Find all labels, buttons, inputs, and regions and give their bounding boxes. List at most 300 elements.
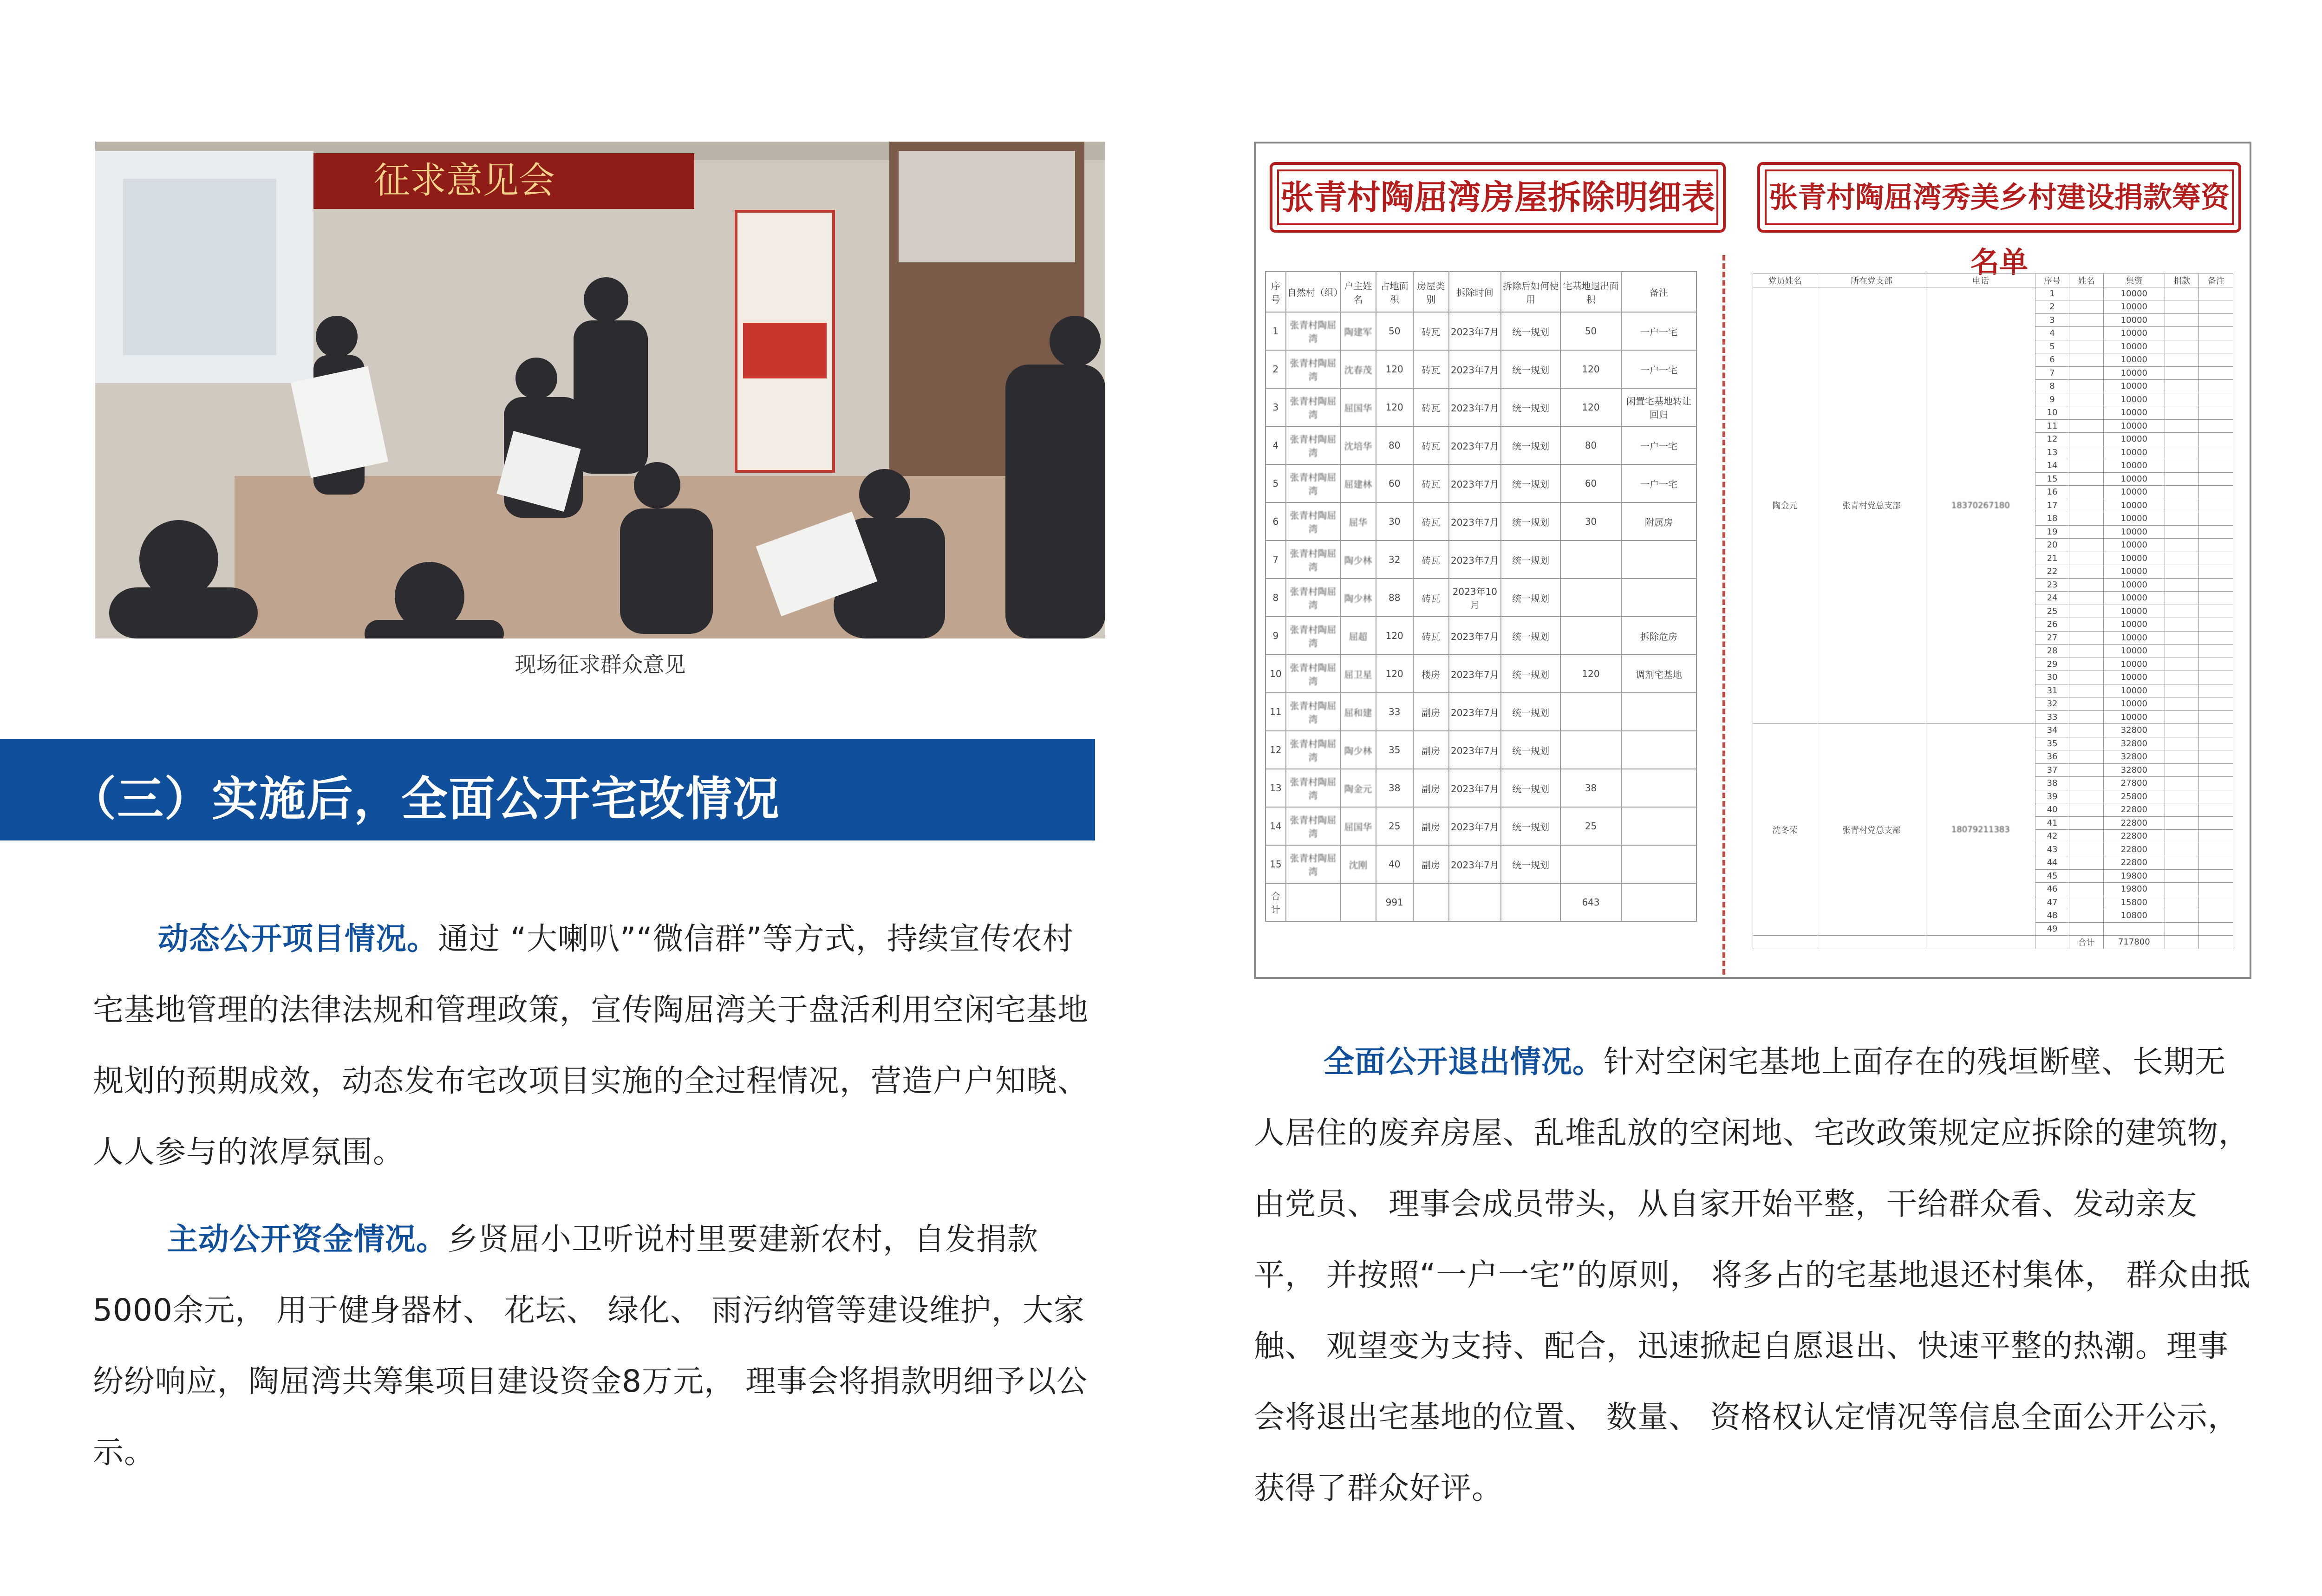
table-cell: 10000	[2103, 671, 2165, 684]
table-row	[1265, 693, 1696, 731]
table-cell	[2199, 816, 2233, 830]
table-cell: 11	[1265, 693, 1286, 731]
table-header-cell: 捐款	[2165, 274, 2199, 287]
table-cell	[2069, 658, 2104, 671]
table-cell	[2199, 446, 2233, 459]
table-cell: 9	[1265, 617, 1286, 655]
table-cell: 屈超	[1340, 617, 1376, 655]
table-cell	[2069, 419, 2104, 433]
table-cell: 21	[2035, 552, 2069, 565]
table-cell: 45	[2035, 869, 2069, 883]
table-cell	[2165, 287, 2199, 300]
table-cell: 调剂宅基地	[1621, 655, 1696, 693]
table-cell: 36	[2035, 750, 2069, 764]
table-cell	[1926, 936, 2035, 949]
table-cell: 10	[2035, 406, 2069, 420]
table-cell: 10000	[2103, 631, 2165, 645]
table-cell	[2199, 697, 2233, 711]
table-cell: 10000	[2103, 472, 2165, 486]
table-cell: 88	[1376, 579, 1413, 617]
table-cell: 10000	[2103, 406, 2165, 420]
table-cell	[2165, 327, 2199, 340]
table-cell	[2069, 313, 2104, 327]
table-cell	[2069, 763, 2104, 777]
table-cell	[2069, 459, 2104, 473]
table-cell: 砖瓦	[1413, 388, 1449, 426]
table-cell: 副房	[1413, 693, 1449, 731]
table-cell: 32800	[2103, 763, 2165, 777]
table-cell: 张青村陶屈湾	[1286, 464, 1340, 502]
table-cell: 30	[1376, 502, 1413, 541]
table-cell: 19800	[2103, 869, 2165, 883]
table-cell: 22800	[2103, 816, 2165, 830]
table-cell: 2023年7月	[1449, 655, 1501, 693]
table-cell	[2165, 512, 2199, 526]
table-cell: 2023年7月	[1449, 350, 1501, 388]
table-cell	[2199, 353, 2233, 367]
table-cell	[2069, 552, 2104, 565]
table-cell: 10000	[2103, 340, 2165, 353]
table-cell	[2165, 896, 2199, 909]
table-cell	[2165, 843, 2199, 856]
table-cell	[2035, 936, 2069, 949]
table-cell: 沈培华	[1340, 426, 1376, 464]
table-cell	[2103, 922, 2165, 936]
table-total-row	[1753, 936, 2233, 949]
table-cell: 9	[2035, 393, 2069, 406]
table-cell	[2165, 830, 2199, 843]
table-row	[1265, 312, 1696, 350]
table-cell: 44	[2035, 856, 2069, 870]
table-cell: 张青村党总支部	[1817, 287, 1926, 724]
table-cell: 120	[1376, 350, 1413, 388]
paragraph-project-disclosure	[93, 903, 1091, 1187]
table-cell	[2069, 433, 2104, 446]
table-cell: 34	[2035, 724, 2069, 737]
table-cell: 18370267180	[1926, 287, 2035, 724]
table-cell	[2069, 869, 2104, 883]
table-cell	[2165, 684, 2199, 697]
table-cell	[2165, 803, 2199, 817]
table-cell: 2023年7月	[1449, 502, 1501, 541]
table-header-cell: 序号	[2035, 274, 2069, 287]
table-cell	[2199, 366, 2233, 380]
table-cell: 2	[1265, 350, 1286, 388]
table-cell: 沈冬荣	[1753, 724, 1817, 936]
table-cell: 12	[2035, 433, 2069, 446]
table-cell: 张青村陶屈湾	[1286, 388, 1340, 426]
table-cell: 统一规划	[1501, 350, 1560, 388]
table-cell	[2069, 922, 2104, 936]
table-cell	[2165, 724, 2199, 737]
table-cell	[2199, 512, 2233, 526]
table-cell: 附属房	[1621, 502, 1696, 541]
table-cell	[2199, 710, 2233, 724]
table-cell	[1621, 769, 1696, 807]
table-cell: 统一规划	[1501, 845, 1560, 883]
table-cell: 10000	[2103, 380, 2165, 393]
table-cell: 10000	[2103, 313, 2165, 327]
table-cell: 10000	[2103, 446, 2165, 459]
table-cell: 15800	[2103, 896, 2165, 909]
table-row	[1265, 769, 1696, 807]
table-cell: 10000	[2103, 710, 2165, 724]
table-cell: 统一规划	[1501, 655, 1560, 693]
table-header-cell: 序号	[1265, 272, 1286, 312]
table-cell	[2199, 287, 2233, 300]
table-header-cell: 占地面积	[1376, 272, 1413, 312]
table-cell: 2023年7月	[1449, 693, 1501, 731]
table-cell: 19800	[2103, 883, 2165, 896]
table-cell	[2199, 419, 2233, 433]
table-cell: 一户一宅	[1621, 464, 1696, 502]
table-cell: 22800	[2103, 830, 2165, 843]
table-cell: 50	[1560, 312, 1621, 350]
table-cell	[2069, 486, 2104, 499]
table-cell	[2165, 539, 2199, 552]
table-cell	[2069, 499, 2104, 512]
table-cell	[2069, 803, 2104, 817]
table-cell: 10000	[2103, 658, 2165, 671]
table-cell: 张青村陶屈湾	[1286, 312, 1340, 350]
table-cell	[2165, 816, 2199, 830]
table-cell: 副房	[1413, 731, 1449, 769]
demolition-table-title: 张青村陶屈湾房屋拆除明细表	[1270, 162, 1726, 233]
table-header-row	[1265, 272, 1696, 312]
table-cell: 4	[1265, 426, 1286, 464]
table-cell: 10	[1265, 655, 1286, 693]
table-header-row	[1753, 274, 2233, 287]
table-cell: 10000	[2103, 645, 2165, 658]
table-cell	[2165, 671, 2199, 684]
table-cell: 10000	[2103, 552, 2165, 565]
table-cell	[2199, 645, 2233, 658]
table-cell: 11	[2035, 419, 2069, 433]
table-cell	[1817, 936, 1926, 949]
paragraph-body: 针对空闲宅基地上面存在的残垣断壁、长期无人居住的废弃房屋、乱堆乱放的空闲地、宅改政策规定应拆除的建筑物， 由党员、 理事会成员带头，从自家开始平整，干给群众看、发动亲友平， 并按照“一户一宅”的原则， 将多占的宅基地退还村集体， 群众由抵触、 观望变为支持、配合，迅速掀起自愿退出、快速平整的热潮。理事会将退出宅基地的位置、 数量、 资格权认定情况等信息全面公开公示，获得了群众好评。	[1254, 1044, 2251, 1506]
table-cell	[2069, 697, 2104, 711]
table-row	[1265, 388, 1696, 426]
table-cell: 统一规划	[1501, 312, 1560, 350]
table-cell	[2165, 406, 2199, 420]
table-cell: 22	[2035, 565, 2069, 579]
table-cell: 22800	[2103, 803, 2165, 817]
table-row	[1265, 502, 1696, 541]
table-cell: 砖瓦	[1413, 617, 1449, 655]
table-cell: 2023年7月	[1449, 731, 1501, 769]
table-cell	[2165, 790, 2199, 803]
table-cell	[2069, 618, 2104, 632]
table-cell: 7	[1265, 541, 1286, 579]
table-cell: 35	[1376, 731, 1413, 769]
paragraph-fund-disclosure	[93, 1204, 1091, 1488]
table-cell: 10000	[2103, 366, 2165, 380]
table-cell	[2165, 552, 2199, 565]
table-cell	[2199, 539, 2233, 552]
table-cell	[2165, 710, 2199, 724]
table-cell	[1560, 693, 1621, 731]
paragraph-body: 通过 “大喇叭”“微信群”等方式，持续宣传农村宅基地管理的法律法规和管理政策，宣传陶屈湾关于盘活利用空闲宅基地规划的预期成效，动态发布宅改项目实施的全过程情况，营造户户知晓、人人参与的浓厚氛围。	[93, 921, 1089, 1170]
table-cell: 60	[1376, 464, 1413, 502]
donation-table	[1753, 274, 2233, 949]
table-cell: 10000	[2103, 393, 2165, 406]
table-cell	[1621, 541, 1696, 579]
donation-table-title: 张青村陶屈湾秀美乡村建设捐款筹资名单	[1757, 162, 2241, 233]
table-cell: 32	[2035, 697, 2069, 711]
table-cell: 43	[2035, 843, 2069, 856]
table-row	[1265, 541, 1696, 579]
table-cell: 统一规划	[1501, 617, 1560, 655]
table-cell: 10000	[2103, 353, 2165, 367]
table-cell	[2199, 472, 2233, 486]
dashed-divider	[1722, 255, 1725, 975]
table-cell: 25	[1376, 807, 1413, 845]
table-cell	[2165, 658, 2199, 671]
table-cell: 拆除危房	[1621, 617, 1696, 655]
table-cell	[2069, 671, 2104, 684]
table-cell: 38	[1376, 769, 1413, 807]
table-cell	[2069, 578, 2104, 592]
table-cell: 2023年7月	[1449, 464, 1501, 502]
paragraph-lead: 主动公开资金情况。	[167, 1221, 447, 1257]
table-cell: 37	[2035, 763, 2069, 777]
table-cell: 2023年7月	[1449, 807, 1501, 845]
table-cell	[2165, 592, 2199, 605]
table-cell: 27	[2035, 631, 2069, 645]
table-cell: 张青村党总支部	[1817, 724, 1926, 936]
table-cell	[2165, 750, 2199, 764]
table-cell: 统一规划	[1501, 464, 1560, 502]
table-cell: 砖瓦	[1413, 502, 1449, 541]
table-cell: 10000	[2103, 287, 2165, 300]
table-cell: 砖瓦	[1413, 464, 1449, 502]
table-cell	[2199, 856, 2233, 870]
table-cell: 10000	[2103, 697, 2165, 711]
table-cell	[2069, 287, 2104, 300]
table-cell	[2069, 366, 2104, 380]
table-cell: 2023年7月	[1449, 312, 1501, 350]
table-cell: 张青村陶屈湾	[1286, 617, 1340, 655]
table-cell: 120	[1560, 388, 1621, 426]
table-cell: 张青村陶屈湾	[1286, 845, 1340, 883]
table-cell: 49	[2035, 922, 2069, 936]
meeting-photo-illustration	[95, 142, 1105, 638]
table-cell	[2199, 618, 2233, 632]
table-cell	[2165, 605, 2199, 618]
paragraph-lead: 动态公开项目情况。	[158, 921, 438, 957]
table-row	[1753, 287, 2233, 300]
table-cell	[1560, 541, 1621, 579]
table-cell: 统一规划	[1501, 769, 1560, 807]
table-cell: 张青村陶屈湾	[1286, 769, 1340, 807]
table-cell	[2199, 724, 2233, 737]
table-cell: 一户一宅	[1621, 350, 1696, 388]
table-cell: 屈国华	[1340, 807, 1376, 845]
table-cell: 张青村陶屈湾	[1286, 731, 1340, 769]
table-cell	[2165, 353, 2199, 367]
table-cell: 合计	[2069, 936, 2104, 949]
table-cell: 2023年7月	[1449, 617, 1501, 655]
table-cell: 46	[2035, 883, 2069, 896]
table-cell	[2199, 605, 2233, 618]
table-cell	[2069, 353, 2104, 367]
table-cell: 砖瓦	[1413, 426, 1449, 464]
table-cell	[2069, 750, 2104, 764]
table-cell: 717800	[2103, 936, 2165, 949]
table-cell	[2199, 525, 2233, 539]
table-cell: 2023年7月	[1449, 541, 1501, 579]
table-cell: 砖瓦	[1413, 312, 1449, 350]
table-cell	[1621, 731, 1696, 769]
table-cell	[2199, 313, 2233, 327]
photo-caption: 现场征求群众意见	[515, 652, 686, 677]
table-cell	[1621, 693, 1696, 731]
table-cell	[2165, 433, 2199, 446]
table-cell: 40	[2035, 803, 2069, 817]
table-cell: 39	[2035, 790, 2069, 803]
table-cell	[1560, 617, 1621, 655]
table-cell	[2165, 578, 2199, 592]
table-cell: 3	[2035, 313, 2069, 327]
table-cell: 18079211383	[1926, 724, 2035, 936]
table-cell: 19	[2035, 525, 2069, 539]
table-cell	[1560, 731, 1621, 769]
table-cell	[1413, 883, 1449, 921]
table-cell: 统一规划	[1501, 541, 1560, 579]
table-cell: 13	[2035, 446, 2069, 459]
table-cell	[2165, 380, 2199, 393]
table-cell	[2165, 883, 2199, 896]
table-row	[1265, 350, 1696, 388]
table-cell	[2165, 763, 2199, 777]
table-cell	[2199, 803, 2233, 817]
table-cell: 合计	[1265, 883, 1286, 921]
table-header-cell: 所在党支部	[1817, 274, 1926, 287]
table-cell: 120	[1376, 617, 1413, 655]
table-header-cell: 户主姓名	[1340, 272, 1376, 312]
table-cell: 20	[2035, 539, 2069, 552]
table-cell: 砖瓦	[1413, 541, 1449, 579]
table-cell	[2165, 340, 2199, 353]
table-cell: 屈华	[1340, 502, 1376, 541]
table-cell	[2165, 936, 2199, 949]
table-cell	[2199, 869, 2233, 883]
table-cell: 10000	[2103, 539, 2165, 552]
table-cell: 38	[1560, 769, 1621, 807]
table-cell	[2199, 843, 2233, 856]
table-cell	[2069, 816, 2104, 830]
table-cell	[2165, 697, 2199, 711]
table-cell	[2165, 300, 2199, 314]
table-cell	[2199, 393, 2233, 406]
table-cell	[2165, 869, 2199, 883]
table-cell	[1286, 883, 1340, 921]
table-cell	[2165, 737, 2199, 750]
table-cell	[2199, 737, 2233, 750]
table-cell: 闲置宅基地转让回归	[1621, 388, 1696, 426]
meeting-photo	[95, 142, 1105, 638]
table-cell: 屈卫星	[1340, 655, 1376, 693]
table-cell	[2165, 645, 2199, 658]
table-cell	[2199, 565, 2233, 579]
table-row	[1265, 464, 1696, 502]
table-row	[1265, 579, 1696, 617]
table-cell	[2199, 684, 2233, 697]
table-cell	[2199, 406, 2233, 420]
table-cell: 38	[2035, 777, 2069, 790]
table-header-cell: 宅基地退出面积	[1560, 272, 1621, 312]
table-cell: 统一规划	[1501, 807, 1560, 845]
table-cell: 30	[2035, 671, 2069, 684]
table-cell: 10000	[2103, 618, 2165, 632]
table-cell	[2069, 896, 2104, 909]
table-cell: 33	[2035, 710, 2069, 724]
table-cell	[2199, 459, 2233, 473]
table-cell	[2165, 419, 2199, 433]
table-cell	[2199, 380, 2233, 393]
table-cell: 张青村陶屈湾	[1286, 426, 1340, 464]
table-cell: 28	[2035, 645, 2069, 658]
table-cell: 10000	[2103, 605, 2165, 618]
table-header-cell: 党员姓名	[1753, 274, 1817, 287]
table-cell	[2069, 380, 2104, 393]
table-cell	[1501, 883, 1560, 921]
table-cell	[2199, 592, 2233, 605]
table-cell	[2199, 750, 2233, 764]
table-cell: 33	[1376, 693, 1413, 731]
table-cell: 张青村陶屈湾	[1286, 541, 1340, 579]
table-cell	[2199, 671, 2233, 684]
table-cell	[2069, 300, 2104, 314]
table-cell: 楼房	[1413, 655, 1449, 693]
table-cell: 张青村陶屈湾	[1286, 655, 1340, 693]
table-cell	[2165, 922, 2199, 936]
table-cell	[1621, 883, 1696, 921]
table-cell	[2069, 883, 2104, 896]
table-cell: 50	[1376, 312, 1413, 350]
table-cell: 25	[1560, 807, 1621, 845]
table-cell: 张青村陶屈湾	[1286, 693, 1340, 731]
table-cell: 29	[2035, 658, 2069, 671]
paragraph-exit-disclosure	[1254, 1026, 2252, 1524]
table-cell	[2199, 777, 2233, 790]
table-cell: 5	[2035, 340, 2069, 353]
table-cell: 10000	[2103, 486, 2165, 499]
table-cell	[1560, 579, 1621, 617]
table-cell	[2069, 406, 2104, 420]
table-cell: 10000	[2103, 684, 2165, 697]
table-cell: 14	[1265, 807, 1286, 845]
table-cell	[1340, 883, 1376, 921]
table-cell: 80	[1376, 426, 1413, 464]
table-cell: 2023年7月	[1449, 769, 1501, 807]
table-cell: 48	[2035, 909, 2069, 923]
table-total-row	[1265, 883, 1696, 921]
table-row	[1265, 655, 1696, 693]
table-cell: 22800	[2103, 843, 2165, 856]
table-header-cell: 电话	[1926, 274, 2035, 287]
table-cell	[2069, 525, 2104, 539]
table-cell	[2199, 578, 2233, 592]
table-cell: 张青村陶屈湾	[1286, 502, 1340, 541]
table-cell	[2069, 790, 2104, 803]
table-cell: 沈刚	[1340, 845, 1376, 883]
table-cell: 10800	[2103, 909, 2165, 923]
table-header-cell: 自然村（组）	[1286, 272, 1340, 312]
table-cell	[2069, 340, 2104, 353]
table-cell: 10000	[2103, 327, 2165, 340]
table-cell	[2199, 631, 2233, 645]
